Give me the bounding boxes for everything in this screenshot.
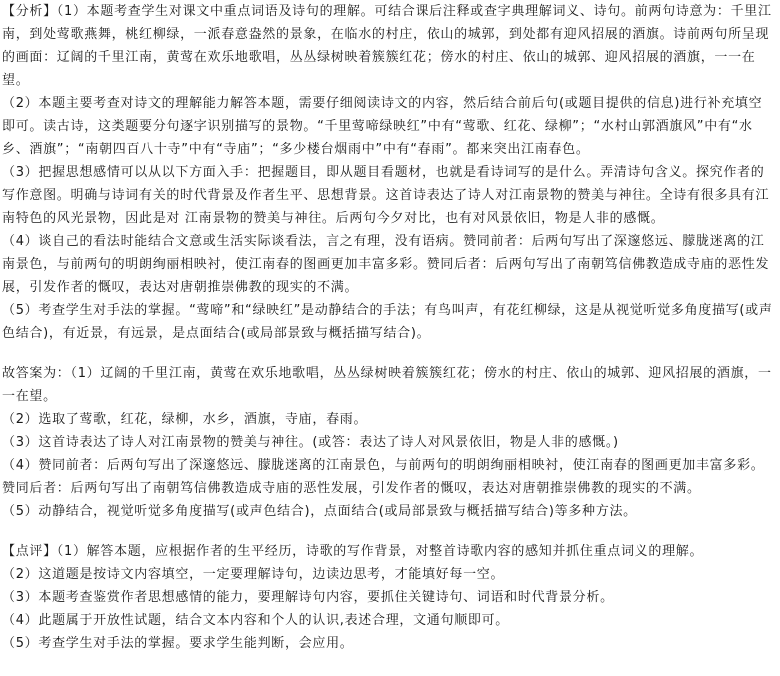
section-spacer — [0, 523, 780, 540]
comment-part-5: （5）考查学生对手法的掌握。要求学生能判断，会应用。 — [2, 636, 354, 651]
comment-section — [0, 540, 780, 655]
answer-part-1: 故答案为：（1）辽阔的千里江南，黄莺在欢乐地歌唱，丛丛绿树映着簇簇红花；傍水的村庄、依山的城郭、迎风招展的酒旗，一一在望。 — [2, 366, 772, 404]
analysis-part-4: （4）谈自己的看法时能结合文意或生活实际谈看法，言之有理，没有语病。赞同前者：后两句写出了深邃悠远、朦胧迷离的江南景色，与前两句的明朗绚丽相映衬，使江南春的图画更加丰富多彩。赞同后者：后两句写出了南朝笃信佛教造成寺庙的恶性发展，引发作者的慨叹，表达对唐朝推崇佛教的现实的不满。 — [2, 234, 770, 295]
comment-part-3: （3）本题考查鉴赏作者思想感情的能力，要理解诗句内容，要抓住关键诗句、词语和时代背景分析。 — [2, 590, 614, 605]
answer-part-4: （4）赞同前者：后两句写出了深邃悠远、朦胧迷离的江南景色，与前两句的明朗绚丽相映衬，使江南春的图画更加丰富多彩。赞同后者：后两句写出了南朝笃信佛教造成寺庙的恶性发展，引发作者的慨叹，表达对唐朝推崇佛教的现实的不满。 — [2, 458, 765, 496]
comment-part-4: （4）此题属于开放性试题，结合文本内容和个人的认识,表述合理，文通句顺即可。 — [2, 613, 510, 628]
analysis-part-3: （3）把握思想感情可以从以下方面入手：把握题目，即从题目看题材，也就是看诗词写的是什么。弄清诗句含义。探究作者的写作意图。明确与诗词有关的时代背景及作者生平、思想背景。这首诗表达了诗人对江南景物的赞美与神往。全诗有很多具有江南特色的风光景物，因此是对 江南景物的赞美与神往。后两句今夕对比，也有对风景依旧，物是人非的感慨。 — [2, 165, 770, 226]
answer-section — [0, 362, 780, 523]
answer-part-3: （3）这首诗表达了诗人对江南景物的赞美与神往。(或答：表达了诗人对风景依旧，物是人非的感慨。) — [2, 435, 619, 450]
comment-part-1: 【点评】（1）解答本题，应根据作者的生平经历，诗歌的写作背景，对整首诗歌内容的感知并抓住重点词义的理解。 — [2, 544, 704, 559]
answer-part-2: （2）选取了莺歌，红花，绿柳，水乡，酒旗，寺庙，春雨。 — [2, 412, 368, 427]
section-spacer — [0, 345, 780, 362]
analysis-part-5: （5）考查学生对手法的掌握。“莺啼”和“绿映红”是动静结合的手法；有鸟叫声，有花红柳绿，这是从视觉听觉多角度描写(或声色结合)，有近景，有远景，是点面结合(或局部景致与概括描写结合)。 — [2, 303, 773, 341]
comment-part-2: （2）这道题是按诗文内容填空，一定要理解诗句，边读边思考，才能填好每一空。 — [2, 567, 505, 582]
analysis-part-1: 【分析】（1）本题考查学生对课文中重点词语及诗句的理解。可结合课后注释或查字典理解词义、诗句。前两句诗意为：千里江南，到处莺歌燕舞，桃红柳绿，一派春意盎然的景象，在临水的村庄，依山的城郭，到处都有迎风招展的酒旗。诗前两句所呈现的画面：辽阔的千里江南，黄莺在欢乐地歌唱，丛丛绿树映着簇簇红花；傍水的村庄、依山的城郭、迎风招展的酒旗，一一在望。 — [2, 4, 772, 88]
analysis-part-2: （2）本题主要考查对诗文的理解能力解答本题，需要仔细阅读诗文的内容，然后结合前后句(或题目提供的信息)进行补充填空即可。读古诗，这类题要分句逐字识别描写的景物。“千里莺啼绿映红”中有“莺歌、红花、绿柳”；“水村山郭酒旗风”中有“水乡、酒旗”；“南朝四百八十寺”中有“寺庙”；“多少楼台烟雨中”中有“春雨”。都来突出江南春色。 — [2, 96, 763, 157]
answer-part-5: （5）动静结合，视觉听觉多角度描写(或声色结合)，点面结合(或局部景致与概括描写结合)等多种方法。 — [2, 504, 637, 519]
